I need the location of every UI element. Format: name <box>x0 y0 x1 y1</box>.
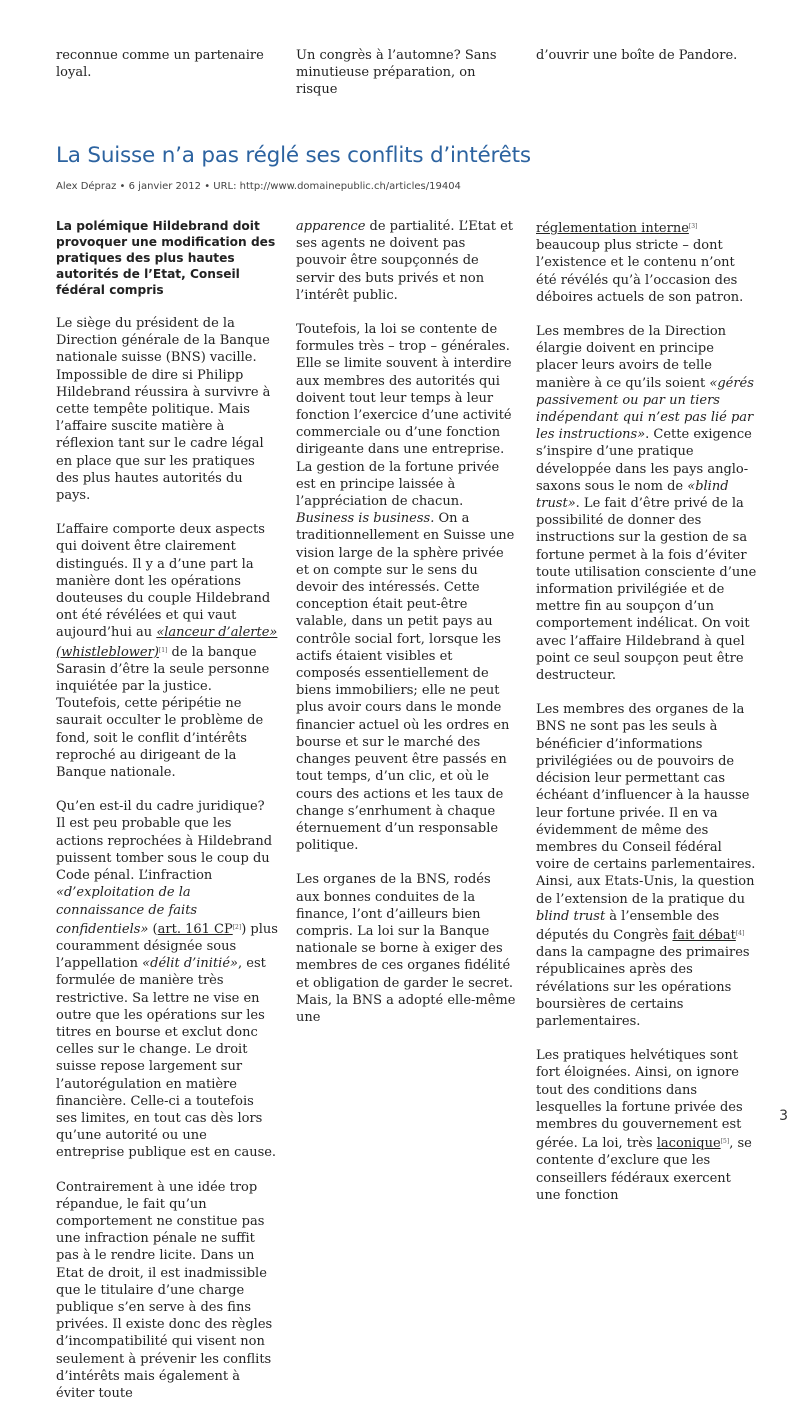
page-number: 3 <box>779 1108 788 1124</box>
prev-article-col3: d’ouvrir une boîte de Pandore. <box>536 48 738 63</box>
paragraph-1: Le siège du président de la Direction générale de la Banque nationale suisse (BNS) vacille. Impossible de dire si Philipp Hildebrand réussira à survivre à cette tempête politique. Mais l’affaire suscite matière à réflexion tant sur le cadre légal en place que sur les pratiques des plus hautes autorités du pays. <box>56 316 271 504</box>
paragraph-6-start: Les organes de la BNS, rodés aux bonnes conduites de la finance, l’ont d’ailleurs bien compris. La loi sur la Banque nationale se borne à exiger des membres de ces organes fidélité et obligation de garder le secret. Mais, la BNS a adopté elle-même une <box>296 872 516 1025</box>
paragraph-5: Toutefois, la loi se contente de formules très – trop – générales. Elle se limite souvent à interdire aux membres des autorités qui doivent tout leur temps à leur fonction l’exercice d’une activité commerciale ou d’une fonction dirigeante dans une entreprise. La gestion de la fortune privée est en principe laissée à l’appréciation de chacun. Business is business. On a traditionnellement en Suisse une vision large de la sphère privée et on compte sur le sens du devoir des intéressés. Cette conception était peut-être valable, dans un petit pays au contrôle social fort, lorsque les actifs étaient visibles et composés essentiellement de biens immobiliers; elle ne peut plus avoir cours dans le monde financier actuel où les ordres en bourse et sur le marché des changes peuvent être passés en tout temps, d’un clic, et où le cours des actions et les taux de change s’enrhument à chaque éternuement d’un responsable politique. <box>296 322 515 854</box>
reglementation-interne-link[interactable]: réglementation interne <box>536 221 689 236</box>
article-column-2 <box>296 218 518 1043</box>
footnote-ref-4[interactable]: [4] <box>735 929 745 937</box>
paragraph-6-end: réglementation interne[3] beaucoup plus stricte – dont l’existence et le contenu n’ont été révélés qu’à l’occasion des déboires actuels de son patron. <box>536 221 744 305</box>
prev-article-col1: reconnue comme un partenaire loyal. <box>56 48 264 80</box>
paragraph-4-start: Contrairement à une idée trop répandue, le fait qu’un comportement ne constitue pas une infraction pénale ne suffit pas à le rendre licite. Dans un Etat de droit, il est inadmissible que le titulaire d’une charge publique s’en serve à des fins privées. Il existe donc des règles d’incompatibilité qui visent non seulement à prévenir les conflits d’intérêts mais également à éviter toute <box>56 1179 273 1401</box>
article-column-1 <box>56 218 278 1419</box>
footnote-ref-1[interactable]: [1] <box>158 646 168 654</box>
paragraph-4-end: apparence de partialité. L’Etat et ses agents ne doivent pas pouvoir être soupçonnés de servir des buts privés et non l’intérêt public. <box>296 219 513 303</box>
paragraph-9: Les pratiques helvétiques sont fort éloignées. Ainsi, on ignore tout des conditions dans lesquelles la fortune privée des membres du gouvernement est gérée. La loi, très laconique[5], se contente d’exclure que les conseillers fédéraux exercent une fonction <box>536 1048 752 1203</box>
article-column-3 <box>536 218 758 1221</box>
footnote-ref-5[interactable]: [5] <box>720 1138 730 1146</box>
article-title: La Suisse n’a pas réglé ses conflits d’intérêts <box>56 143 531 168</box>
footnote-ref-2[interactable]: [2] <box>232 923 242 931</box>
footnote-ref-3[interactable]: [3] <box>688 223 698 230</box>
paragraph-2: L’affaire comporte deux aspects qui doivent être clairement distingués. Il y a d’une part la manière dont les opérations douteuses du couple Hildebrand ont été révélées et qui vaut aujourd’hui au «lanceur d’alerte» (whistleblower)[1] de la banque Sarasin d’être la seule personne inquiétée par la justice. Toutefois, cette péripétie ne saurait occulter le problème de fond, soit le conflit d’intérêts reproché au dirigeant de la Banque nationale. <box>56 522 278 781</box>
article-lede: La polémique Hildebrand doit provoquer une modification des pratiques des plus hautes autorités de l’Etat, Conseil fédéral compris <box>56 219 276 297</box>
whistleblower-link[interactable]: «lanceur d’alerte» (whistleblower) <box>56 625 278 660</box>
prev-article-col2: Un congrès à l’automne? Sans minutieuse préparation, on risque <box>296 48 497 97</box>
paragraph-7: Les membres de la Direction élargie doivent en principe placer leurs avoirs de telle manière à ce qu’ils soient «gérés passivement ou par un tiers indépendant qui n’est pas lié par les instructions». Cette exigence s’inspire d’une pratique développée dans les pays anglo-saxons sous le nom de «blind trust». Le fait d’être privé de la possibilité de donner des instructions sur la gestion de sa fortune permet à la fois d’éviter toute utilisation consciente d’une information privilégiée et de mettre fin au soupçon d’un comportement indélicat. On voit avec l’affaire Hildebrand à quel point ce seul soupçon peut être destructeur. <box>536 324 757 684</box>
paragraph-8: Les membres des organes de la BNS ne sont pas les seuls à bénéficier d’informations privilégiées ou de pouvoirs de décision leur permettant cas échéant d’influencer à la hausse leur fortune privée. Il en va évidemment de même des membres du Conseil fédéral voire de certains parlementaires. Ainsi, aux Etats-Unis, la question de l’extension de la pratique du blind trust à l’ensemble des députés du Congrès fait débat[4] dans la campagne des primaires républicaines après des révélations sur les opérations boursières de certains parlementaires. <box>536 702 756 1029</box>
laconique-link[interactable]: laconique <box>656 1136 721 1152</box>
art-161-cp-link[interactable]: art. 161 CP <box>157 921 233 937</box>
paragraph-3: Qu’en est-il du cadre juridique? Il est peu probable que les actions reprochées à Hildebrand puissent tomber sous le coup du Code pénal. L’infraction «d’exploitation de la connaissance de faits confidentiels» (art. 161 CP[2]) plus couramment désignée sous l’appellation «délit d’initié», est formulée de manière très restrictive. Sa lettre ne vise en outre que les opérations sur les titres en bourse et exclut donc celles sur le change. Le droit suisse repose largement sur l’autorégulation en matière financière. Celle-ci a toutefois ses limites, en tout cas dès lors qu’une autorité ou une entreprise publique est en cause. <box>56 799 278 1161</box>
fait-debat-link[interactable]: fait débat <box>672 927 736 943</box>
article-byline: Alex Dépraz • 6 janvier 2012 • URL: http://www.domainepublic.ch/articles/19404 <box>56 181 461 192</box>
